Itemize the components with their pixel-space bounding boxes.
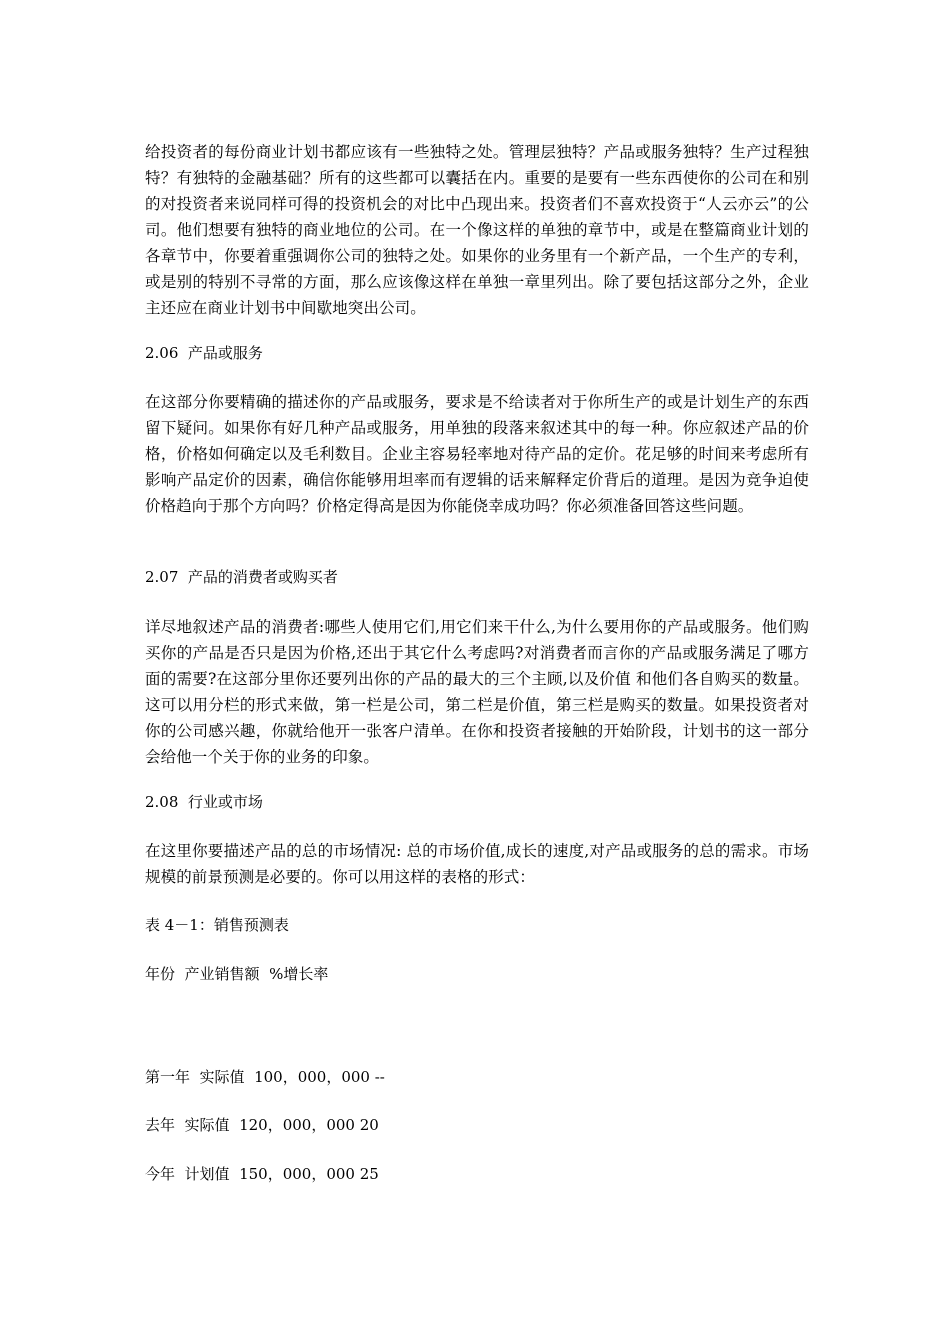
section-heading-2-06: 2.06 产品或服务 [145, 344, 263, 362]
table-row: 今年 计划值 150，000，000 25 [145, 1165, 379, 1183]
section-heading-2-08: 2.08 行业或市场 [145, 793, 263, 811]
section-heading-2-07: 2.07 产品的消费者或购买者 [145, 568, 338, 586]
section-2-06-paragraph: 在这部分你要精确的描述你的产品或服务，要求是不给读者对于你所生产的或是计划生产的东西留下疑问。如果你有好几种产品或服务，用单独的段落来叙述其中的每一种。你应叙述产品的价格，价格如何确定以及毛利数目。企业主容易轻率地对待产品的定价。花足够的时间来考虑所有影响产品定价的因素，确信你能够用坦率而有逻辑的话来解释定价背后的道理。是因为竞争迫使价格趋向于那个方向吗？价格定得高是因为你能侥幸成功吗？你必须准备回答这些问题。 [145, 393, 809, 515]
section-2-07-paragraph: 详尽地叙述产品的消费者:哪些人使用它们,用它们来干什么,为什么要用你的产品或服务。他们购买你的产品是否只是因为价格,还出于其它什么考虑吗?对消费者而言你的产品或服务满足了哪方面的需要?在这部分里你还要列出你的产品的最大的三个主顾,以及价值 和他们各自购买的数量。这可以用分栏的形式来做，第一栏是公司，第二栏是价值，第三栏是购买的数量。如果投资者对你的公司感兴趣，你就给他开一张客户清单。在你和投资者接触的开始阶段，计划书的这一部分会给他一个关于你的业务的印象。 [145, 618, 809, 766]
intro-paragraph: 给投资者的每份商业计划书都应该有一些独特之处。管理层独特？产品或服务独特？生产过程独特？有独特的金融基础？所有的这些都可以囊括在内。重要的是要有一些东西使你的公司在和别的对投资者来说同样可得的投资机会的对比中凸现出来。投资者们不喜欢投资于“人云亦云”的公司。他们想要有独特的商业地位的公司。在一个像这样的单独的章节中，或是在整篇商业计划的各章节中，你要着重强调你公司的独特之处。如果你的业务里有一个新产品，一个生产的专利，或是别的特别不寻常的方面，那么应该像这样在单独一章里列出。除了要包括这部分之外，企业主还应在商业计划书中间歇地突出公司。 [145, 143, 809, 317]
section-2-08-paragraph: 在这里你要描述产品的总的市场情况: 总的市场价值,成长的速度,对产品或服务的总的需求。市场规模的前景预测是必要的。你可以用这样的表格的形式： [145, 842, 809, 886]
table-row: 第一年 实际值 100，000，000 -- [145, 1068, 385, 1086]
table-row: 去年 实际值 120，000，000 20 [145, 1116, 379, 1134]
table-header-row: 年份 产业销售额 %增长率 [145, 965, 329, 983]
table-caption: 表 4－1：销售预测表 [145, 916, 289, 934]
